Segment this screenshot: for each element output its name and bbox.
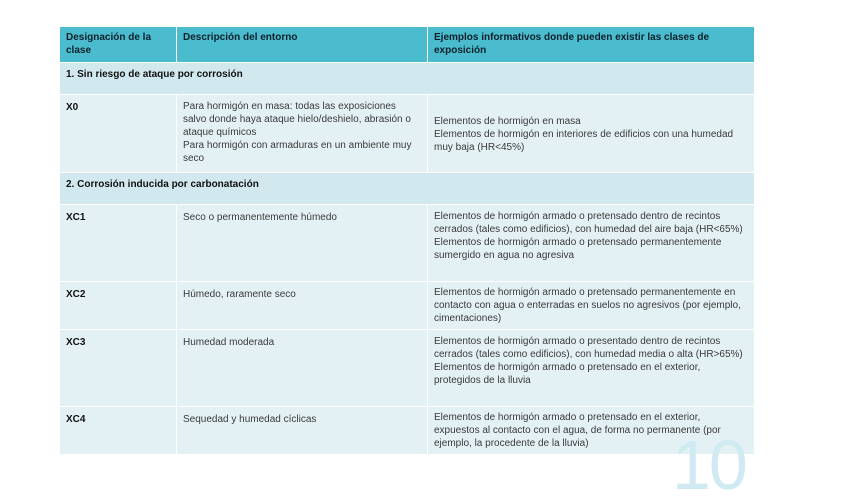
- table-row: [60, 282, 755, 330]
- section-title: 1. Sin riesgo de ataque por corrosión: [60, 63, 755, 95]
- header-designation: Designación de la clase: [60, 27, 177, 63]
- examples-text: Elementos de hormigón armado o presentado dentro de recintos cerrados (tales como edificios), con humedad media o alta (HR>65%) Elementos de hormigón armado o pretensado en el exterior, protegidos de la lluvia: [434, 336, 743, 386]
- environment-description: Humedad moderada: [177, 330, 428, 407]
- table-row: [60, 205, 755, 282]
- class-code: XC1: [60, 205, 177, 282]
- class-code: XC2: [60, 282, 177, 330]
- page-number: 10: [672, 426, 746, 504]
- class-code: XC4: [60, 407, 177, 455]
- environment-description: Sequedad y humedad cíclicas: [177, 407, 428, 455]
- examples-cell: [428, 330, 755, 407]
- examples-text: Elementos de hormigón armado o pretensado en el exterior, expuestos al contacto con el agua, de forma no permanente (por ejemplo, la procedente de la lluvia): [434, 412, 721, 449]
- environment-description: [177, 95, 428, 173]
- examples-text: Elementos de hormigón en masa Elementos de hormigón en interiores de edificios con una humedad muy baja (HR<45%): [434, 115, 734, 153]
- section-title: 2. Corrosión inducida por carbonatación: [60, 173, 755, 205]
- table-header: [60, 27, 755, 63]
- section-row: [60, 63, 755, 95]
- exposure-classes-table: [59, 26, 755, 455]
- examples-text: Elementos de hormigón armado o pretensado dentro de recintos cerrados (tales como edificios), con humedad del aire baja (HR<65%) Elementos de hormigón armado o pretensado permanentemente sumergido en agua no agresiva: [434, 211, 743, 261]
- header-description: Descripción del entorno: [177, 27, 428, 63]
- class-code: XC3: [60, 330, 177, 407]
- section-row: [60, 173, 755, 205]
- examples-cell: [428, 205, 755, 282]
- environment-description: Seco o permanentemente húmedo: [177, 205, 428, 282]
- environment-description: Húmedo, raramente seco: [177, 282, 428, 330]
- table-row: [60, 407, 755, 455]
- table-row: [60, 95, 755, 173]
- class-code: X0: [60, 95, 177, 173]
- header-examples: Ejemplos informativos donde pueden existir las clases de exposición: [428, 27, 755, 63]
- description-line: Para hormigón en masa: todas las exposiciones salvo donde haya ataque hielo/deshielo, abrasión o ataque químicos Para hormigón con armaduras en un ambiente muy seco: [183, 101, 412, 164]
- examples-cell: [428, 95, 755, 173]
- examples-text: Elementos de hormigón armado o pretensado permanentemente en contacto con agua o enterradas en suelos no agresivos (por ejemplo, cimentaciones): [434, 287, 741, 324]
- examples-cell: [428, 282, 755, 330]
- table-row: [60, 330, 755, 407]
